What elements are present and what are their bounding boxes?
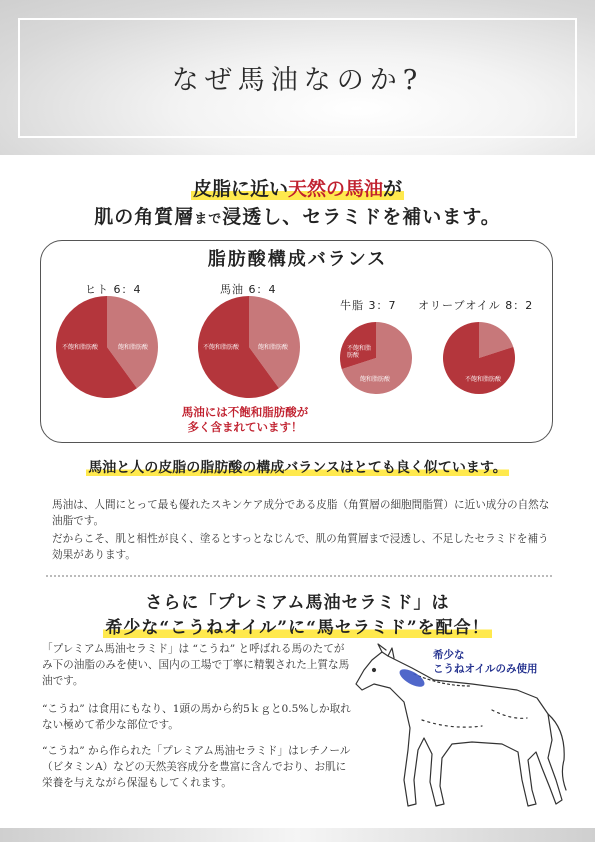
- pie-olive-oil: [443, 322, 515, 394]
- body-paragraph-3: “こうね” から作られた「プレミアム馬油セラミド」はレチノール（ビタミンA）などの天然美容成分を豊富に含んでおり、お肌に栄養を与えながら保湿もしてくれます。: [42, 745, 351, 789]
- headline-line2: [0, 202, 595, 229]
- footer-bar: [0, 828, 595, 842]
- premium-heading-line1: さらに「プレミアム馬油セラミド」は: [145, 593, 450, 613]
- headline-text: 皮脂に近い: [192, 178, 288, 200]
- premium-text: を配合！: [417, 618, 490, 638]
- summary-statement: [0, 457, 595, 477]
- pie-label-human: ヒト 6：4: [85, 283, 142, 296]
- horse-caption-line: 希少な: [433, 649, 465, 661]
- horse-oil-note: [160, 405, 330, 435]
- summary-text: 馬油と人の皮脂の脂肪酸の構成バランスはとても良く似ています。: [88, 460, 507, 476]
- headline-text: が: [383, 178, 403, 200]
- premium-highlight: “こうねオイル”: [159, 618, 289, 638]
- note-line: 馬油には不飽和脂肪酸が: [181, 405, 309, 419]
- body-paragraph-1: 「プレミアム馬油セラミド」は “こうね” と呼ばれる馬のたてがみ下の油脂のみを使い、国内の工場で丁寧に精製された上質な馬油です。: [42, 643, 350, 687]
- pie-olive-unsat-label: 不飽和脂肪酸: [465, 376, 502, 383]
- headline-line1: [0, 174, 595, 201]
- page-title: なぜ馬油なのか?: [171, 65, 424, 96]
- paragraph-1: 馬油は、人間にとって最も優れたスキンケア成分である皮脂（角質層の細胞間脂質）に近い成分の自然な油脂です。: [52, 499, 550, 527]
- pie-label-beef-tallow: 牛脂 3：7: [340, 299, 397, 312]
- paragraph-2: だからこそ、肌と相性が良く、塗るとすっとなじんで、肌の角質層まで浸透し、不足したセラミドを補う効果があります。: [52, 533, 549, 561]
- pie-horse-sat-label: 飽和脂肪酸: [258, 344, 289, 351]
- horse-caption-line: こうねオイルのみ使用: [433, 663, 538, 675]
- pie-label-horse-oil: 馬油 6：4: [220, 283, 277, 296]
- body-paragraph-2: “こうね” は食用にもなり、1頭の馬から約5ｋｇと0.5%しか取れない極めて希少な部位です。: [42, 703, 351, 731]
- headline-text: まで: [194, 212, 223, 227]
- pie-beef-unsat-label: 不飽和脂肪酸: [347, 345, 372, 359]
- premium-text: に: [288, 618, 307, 638]
- divider: [46, 575, 552, 577]
- pie-horse-unsat-label: 不飽和脂肪酸: [203, 344, 240, 351]
- headline-highlight: 天然の馬油: [287, 178, 383, 200]
- pie-beef-sat-label: 飽和脂肪酸: [360, 376, 391, 383]
- note-line: 多く含まれています！: [187, 420, 303, 434]
- pie-human-sat-label: 飽和脂肪酸: [118, 344, 149, 351]
- premium-heading-line2: [0, 613, 595, 638]
- premium-text: 希少な: [105, 618, 160, 638]
- horse-caption: [433, 648, 537, 676]
- pie-label-olive-oil: オリーブオイル 8：2: [418, 299, 534, 312]
- headline-text: セラミドを補います。: [302, 206, 501, 228]
- headline-text: 肌の角質層: [94, 206, 195, 228]
- headline-text: 浸透し、: [222, 206, 303, 228]
- premium-highlight: “馬セラミド”: [306, 618, 418, 638]
- balance-title: 脂肪酸構成バランス: [207, 249, 388, 270]
- pie-human-unsat-label: 不飽和脂肪酸: [62, 344, 99, 351]
